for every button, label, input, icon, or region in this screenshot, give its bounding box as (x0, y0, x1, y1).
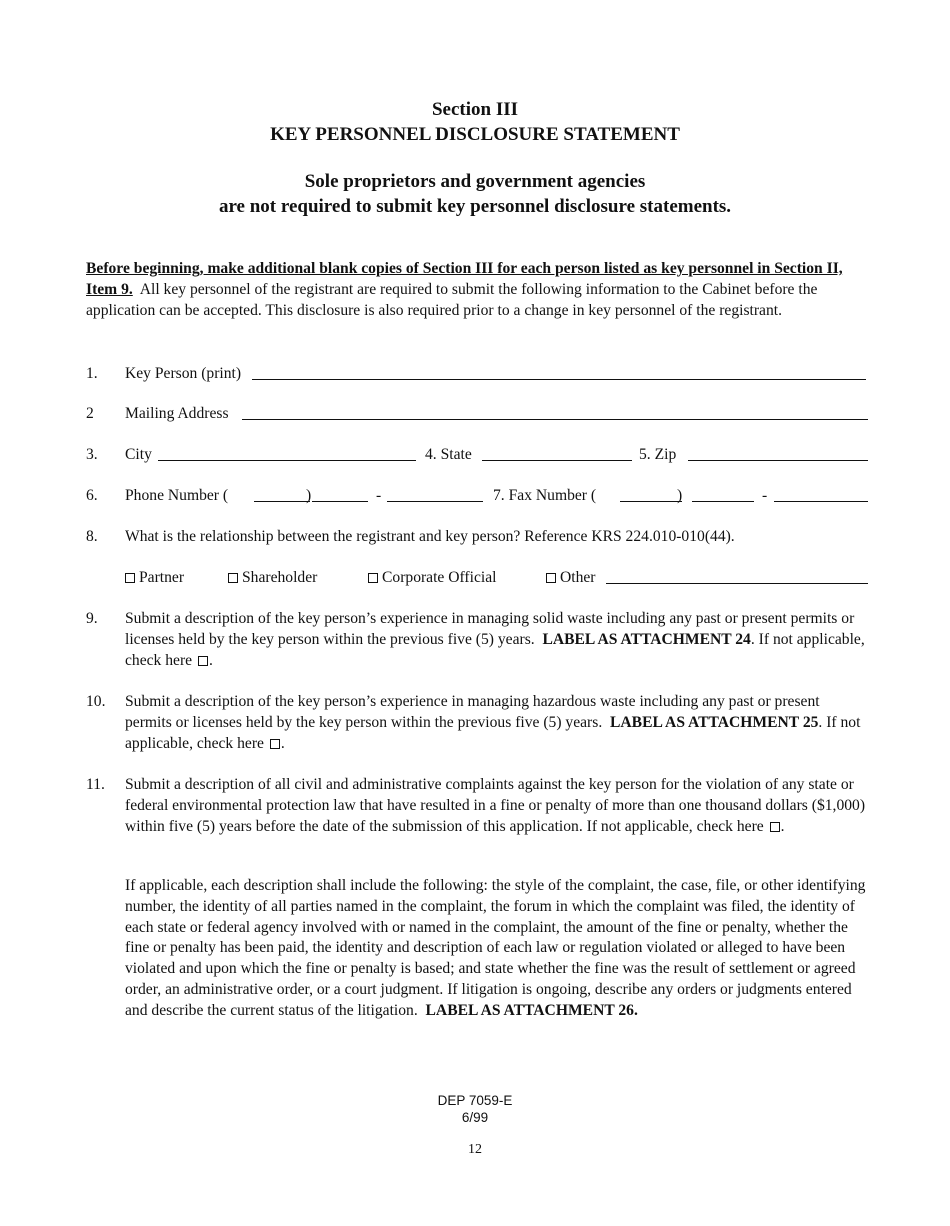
option-shareholder[interactable] (228, 568, 317, 588)
mailing-address-label: Mailing Address (125, 405, 229, 422)
option-corporate-official[interactable] (368, 568, 496, 588)
item-number-1: 1. (86, 365, 98, 382)
phone-label: Phone Number ( (125, 487, 229, 504)
item-number-3: 3. (86, 446, 98, 463)
attachment-25-label: LABEL AS ATTACHMENT 25 (610, 713, 819, 731)
zip-field[interactable] (688, 460, 868, 461)
item-number-9: 9. (86, 610, 98, 627)
fax-dash: - (762, 487, 768, 504)
hazardous-waste-na-checkbox[interactable] (270, 739, 280, 749)
state-label: 4. State (425, 446, 472, 463)
solid-waste-na-checkbox[interactable] (198, 656, 208, 666)
item-number-2: 2 (86, 405, 94, 422)
attachment-24-label: LABEL AS ATTACHMENT 24 (542, 630, 751, 648)
partner-label: Partner (139, 569, 185, 586)
city-label: City (125, 446, 152, 463)
mailing-address-field[interactable] (242, 419, 868, 420)
state-field[interactable] (482, 460, 632, 461)
form-date: 6/99 (461, 1110, 489, 1125)
intro-paragraph (86, 259, 866, 321)
phone-line-field[interactable] (387, 501, 483, 502)
fax-prefix-field[interactable] (692, 501, 754, 502)
complaints-na-checkbox[interactable] (770, 822, 780, 832)
item-number-10: 10. (86, 693, 106, 710)
fax-label: 7. Fax Number ( (493, 487, 597, 504)
option-partner[interactable] (125, 568, 184, 588)
item-number-11: 11. (86, 776, 105, 793)
fax-line-field[interactable] (774, 501, 868, 502)
shareholder-label: Shareholder (242, 569, 318, 586)
page-title: KEY PERSONNEL DISCLOSURE STATEMENT (270, 124, 680, 145)
intro-text: All key personnel of the registrant are required to submit the following information to the Cabinet before the application can be accepted. This disclosure is also required prior to a change in key personnel of the registrant. (86, 280, 818, 319)
phone-prefix-field[interactable] (312, 501, 368, 502)
hazardous-waste-paragraph: Submit a description of the key person’s experience in managing hazardous waste including any past or present permits or licenses held by the key person within the previous five (5) years. LABEL AS ATTACHMENT 25. If not applicable, check here . (125, 693, 861, 752)
phone-area-code-field[interactable] (254, 501, 310, 502)
other-checkbox[interactable] (546, 573, 556, 583)
option-other[interactable] (546, 568, 596, 588)
section-heading: Section III (431, 99, 519, 120)
corporate-official-label: Corporate Official (382, 569, 497, 586)
solid-waste-paragraph: Submit a description of the key person’s experience in managing solid waste including any past or present permits or licenses held by the key person within the previous five (5) years. LABEL AS ATTACHMENT 24. If not applicable, check here . (125, 610, 865, 669)
complaints-paragraph: Submit a description of all civil and administrative complaints against the key person for the violation of any state or federal environmental protection law that have resulted in a fine or penalty of more than one thousand dollars ($1,000) within five (5) years before the date of the submission of this application. If not applicable, check here . (125, 776, 866, 835)
corporate-official-checkbox[interactable] (368, 573, 378, 583)
subtitle-line-2: are not required to submit key personnel disclosure statements. (218, 196, 732, 217)
city-field[interactable] (158, 460, 416, 461)
intro-lead: Before beginning, make additional blank copies of Section III for each person listed as key personnel in Section II, Item 9. (86, 260, 843, 298)
key-person-label: Key Person (print) (125, 365, 242, 382)
item-number-8: 8. (86, 528, 98, 545)
subtitle-line-1: Sole proprietors and government agencies (304, 171, 646, 192)
fax-area-code-field[interactable] (620, 501, 682, 502)
item-number-6: 6. (86, 487, 98, 504)
attachment-26-label: LABEL AS ATTACHMENT 26 (425, 1001, 634, 1019)
zip-label: 5. Zip (639, 446, 677, 463)
other-label: Other (560, 569, 596, 586)
fax-paren: ) (677, 487, 683, 504)
shareholder-checkbox[interactable] (228, 573, 238, 583)
phone-dash: - (376, 487, 382, 504)
complaints-detail-paragraph: If applicable, each description shall include the following: the style of the complaint, the case, file, or other identifying number, the identity of all parties named in the complaint, the forum in which the complaint was filed, the identity of each state or federal agency involved with or named in the complaint, the amount of the fine or penalty, whether the fine or penalty has been paid, the identity and description of each law or regulation violated or alleged to have been violated and upon which the fine or penalty is based; and state whether the fine was the result of settlement or agreed order, an administrative order, or a court judgment. If litigation is ongoing, describe any orders or judgments entered and describe the current status of the litigation. LABEL AS ATTACHMENT 26. (125, 877, 866, 1019)
relationship-question: What is the relationship between the registrant and key person? Reference KRS 224.010-010(44). (125, 528, 735, 545)
page-number: 12 (468, 1142, 482, 1157)
key-person-field[interactable] (252, 379, 866, 380)
partner-checkbox[interactable] (125, 573, 135, 583)
phone-paren: ) (306, 487, 312, 504)
other-specify-field[interactable] (606, 583, 868, 584)
form-number: DEP 7059-E (437, 1093, 513, 1108)
